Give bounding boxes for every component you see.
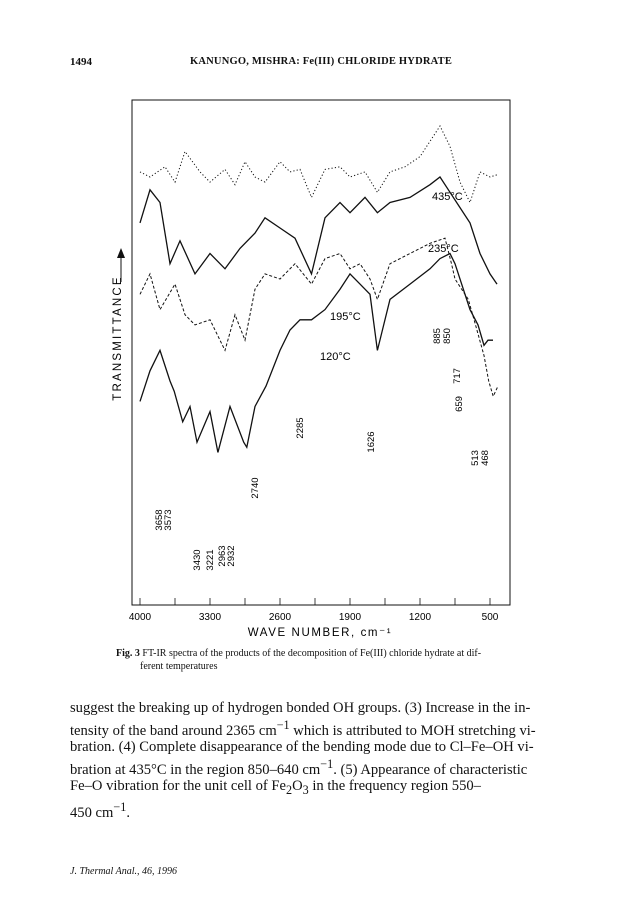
band-label: 2285 xyxy=(295,417,306,439)
x-tick-label: 4000 xyxy=(128,612,152,623)
band-label: 885 xyxy=(432,328,443,344)
body-text xyxy=(70,700,556,821)
band-label: 3221 xyxy=(205,549,216,571)
band-label: 3658 xyxy=(154,509,165,531)
band-label: 850 xyxy=(442,328,453,344)
band-label: 1626 xyxy=(366,431,377,453)
x-tick-label: 1200 xyxy=(408,612,432,623)
band-label: 2740 xyxy=(250,477,261,499)
body-line-3: bration. (4) Complete disappearance of the bending mode due to Cl–Fe–OH vi- xyxy=(70,739,534,756)
spectrum-line-3 xyxy=(140,238,498,396)
x-tick-label: 500 xyxy=(481,612,499,623)
body-line-6: 450 $cm^{-1}$. xyxy=(70,799,130,821)
curve-label-3: 195°C xyxy=(330,311,361,323)
curve-label-1: 435°C xyxy=(432,191,463,203)
x-tick-label: 2600 xyxy=(268,612,292,623)
x-axis-label: WAVE NUMBER, cm⁻¹ xyxy=(247,627,393,639)
page-number: 1494 xyxy=(70,56,92,68)
band-label: 3430 xyxy=(192,549,203,571)
figure-caption-line2: ferent temperatures xyxy=(140,660,218,672)
band-label: 717 xyxy=(452,368,463,384)
journal-footer: J. Thermal Anal., 46, 1996 xyxy=(70,866,178,877)
figure-caption-label: Fig. 3 xyxy=(116,648,140,659)
curve-label-4: 120°C xyxy=(320,351,351,363)
curve-label-2: 235°C xyxy=(428,243,459,255)
body-line-4: bration at 435°C in the region 850–640 $cm^{-1}$. (5) Appearance of characteristic xyxy=(70,756,528,778)
figure-caption xyxy=(116,648,536,673)
body-line-1: suggest the breaking up of hydrogen bonded OH groups. (3) Increase in the in- xyxy=(70,700,531,716)
band-label: 2963 xyxy=(217,545,228,567)
band-label: 2932 xyxy=(226,545,237,567)
band-label: 513 xyxy=(470,450,481,466)
spectrum-line-4 xyxy=(140,254,493,453)
y-axis-label: TRANSMITTANCE xyxy=(112,275,124,401)
body-line-5: Fe–O vibration for the unit cell of $Fe_2O_3$ in the frequency region 550– xyxy=(70,778,481,797)
band-label: 3573 xyxy=(163,509,174,531)
x-tick-label: 1900 xyxy=(338,612,362,623)
band-label: 659 xyxy=(454,396,465,412)
figure-caption-line1: FT-IR spectra of the products of the decomposition of Fe(III) chloride hydrate at dif- xyxy=(142,648,482,659)
running-title: KANUNGO, MISHRA: Fe(III) CHLORIDE HYDRATE xyxy=(190,56,453,67)
x-tick-label: 3300 xyxy=(198,612,222,623)
band-label: 468 xyxy=(480,450,491,466)
body-line-2: tensity of the band around 2365 $cm^{-1}$ which is attributed to MOH stretching vi- xyxy=(70,717,536,739)
